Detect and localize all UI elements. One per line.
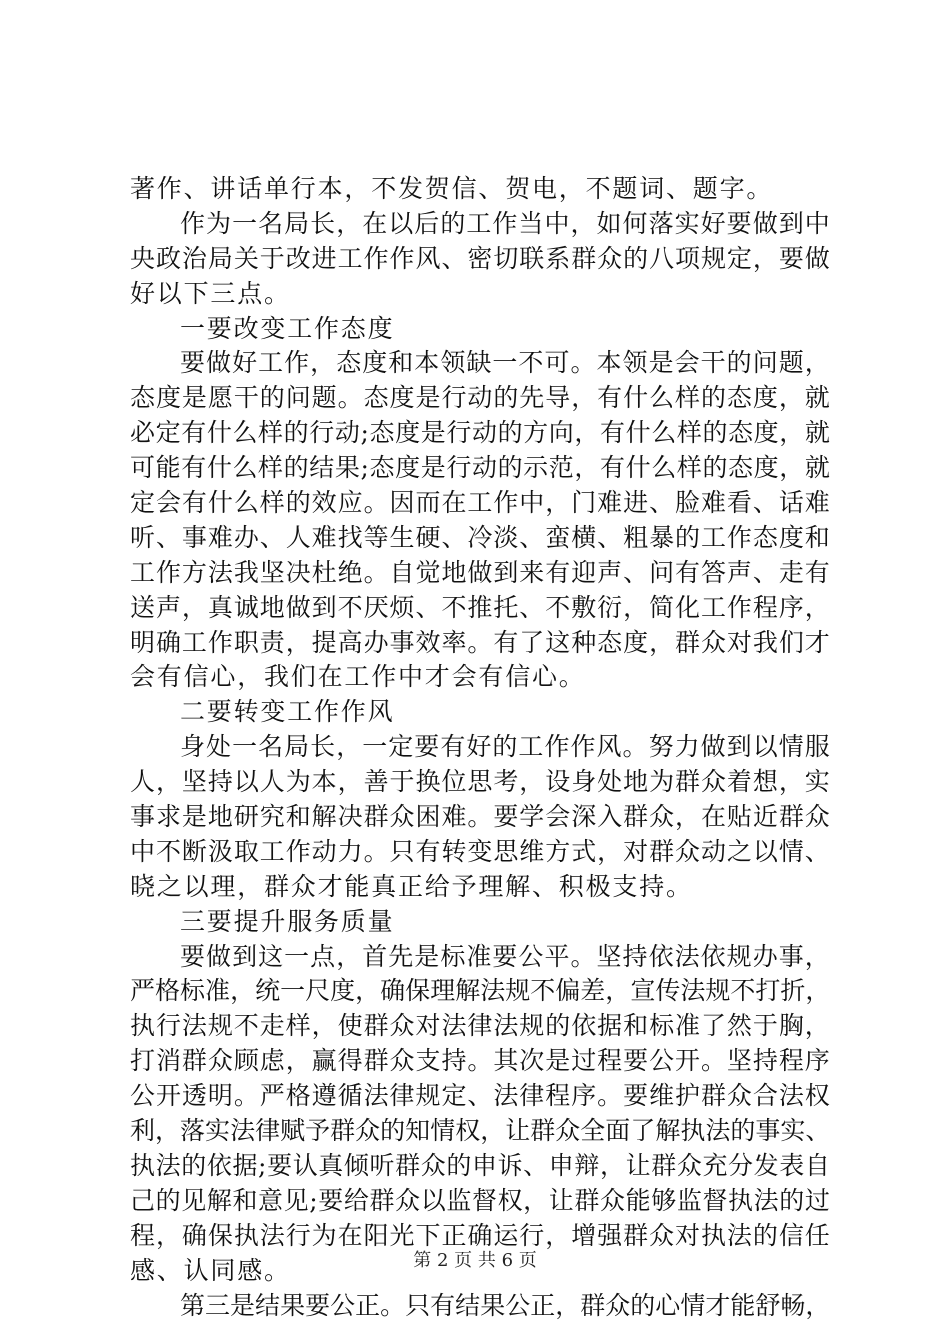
text-line: 执 法 的 依 据 ; 要 认 真 倾 听 群 众 的 申 诉 、 申 辩 ， 让 群 众 充 分 发 表 自 — [130, 1150, 830, 1180]
page-number-label: 第 2 页 共 6 页 — [413, 1250, 537, 1271]
text-line: 执 行 法 规 不 走 样 ， 使 群 众 对 法 律 法 规 的 依 据 和 标 准 了 然 于 胸 ， — [130, 1011, 830, 1041]
text-line: 要 做 到 这 一 点 ， 首 先 是 标 准 要 公 平 。 坚 持 依 法 依 规 办 事 ， — [180, 941, 830, 971]
text-line: 事 求 是 地 研 究 和 解 决 群 众 困 难 。 要 学 会 深 入 群 众 ， 在 贴 近 群 众 — [130, 802, 830, 832]
text-line: 要 做 好 工 作 ， 态 度 和 本 领 缺 一 不 可 。 本 领 是 会 干 的 问 题 ， — [180, 348, 830, 378]
text-line: 央 政 治 局 关 于 改 进 工 作 作 风 、 密 切 联 系 群 众 的 八 项 规 定 ， 要 做 — [130, 243, 830, 273]
text-line: 打 消 群 众 顾 虑 ， 赢 得 群 众 支 持 。 其 次 是 过 程 要 公 开 。 坚 持 程 序 — [130, 1046, 830, 1076]
text-line: 定 会 有 什 么 样 的 效 应 。 因 而 在 工 作 中 ， 门 难 进 、 脸 难 看 、 话 难 — [130, 488, 830, 518]
text-line: 人 ， 坚 持 以 人 为 本 ， 善 于 换 位 思 考 ， 设 身 处 地 为 群 众 着 想 ， 实 — [130, 767, 830, 797]
text-line: 一要改变工作态度 — [180, 313, 395, 343]
text-line: 中 不 断 汲 取 工 作 动 力 。 只 有 转 变 思 维 方 式 ， 对 群 众 动 之 以 情 、 — [130, 836, 830, 866]
text-line: 态 度 是 愿 干 的 问 题 。 态 度 是 行 动 的 先 导 ， 有 什 么 样 的 态 度 ， 就 — [130, 383, 830, 413]
text-line: 利 ， 落 实 法 律 赋 予 群 众 的 知 情 权 ， 让 群 众 全 面 了 解 执 法 的 事 实 、 — [130, 1116, 831, 1146]
text-line: 好以下三点。 — [130, 278, 291, 308]
text-line: 公 开 透 明 。 严 格 遵 循 法 律 规 定 、 法 律 程 序 。 要 维 护 群 众 合 法 权 — [130, 1081, 830, 1111]
text-line: 工 作 方 法 我 坚 决 杜 绝 。 自 觉 地 做 到 来 有 迎 声 、 问 有 答 声 、 走 有 — [130, 557, 830, 587]
text-line: 晓之以理，群众才能真正给予理解、积极支持。 — [130, 871, 693, 901]
text-line: 程 ， 确 保 执 法 行 为 在 阳 光 下 正 确 运 行 ， 增 强 群 众 对 执 法 的 信 任 — [130, 1220, 830, 1250]
page-footer — [0, 1246, 950, 1272]
text-line: 感、认同感。 — [130, 1255, 291, 1285]
text-line: 可 能 有 什 么 样 的 结 果 ; 态 度 是 行 动 的 示 范 ， 有 什 么 样 的 态 度 ， 就 — [130, 453, 830, 483]
text-line: 作 为 一 名 局 长 ， 在 以 后 的 工 作 当 中 ， 如 何 落 实 好 要 做 到 中 — [180, 208, 830, 238]
text-line: 必 定 有 什 么 样 的 行 动 ; 态 度 是 行 动 的 方 向 ， 有 什 么 样 的 态 度 ， 就 — [130, 418, 830, 448]
text-line: 明 确 工 作 职 责 ， 提 高 办 事 效 率 。 有 了 这 种 态 度 ， 群 众 对 我 们 才 — [130, 627, 830, 657]
text-line: 第 三 是 结 果 要 公 正 。 只 有 结 果 公 正 ， 群 众 的 心 情 才 能 舒 畅 ， — [180, 1290, 831, 1320]
text-line: 听 、 事 难 办 、 人 难 找 等 生 硬 、 冷 淡 、 蛮 横 、 粗 暴 的 工 作 态 度 和 — [130, 522, 830, 552]
text-line: 著作、讲话单行本，不发贺信、贺电，不题词、题字。 — [130, 174, 774, 203]
text-line: 身 处 一 名 局 长 ， 一 定 要 有 好 的 工 作 作 风 。 努 力 做 到 以 情 服 — [180, 732, 830, 762]
text-line: 严 格 标 准 ， 统 一 尺 度 ， 确 保 理 解 法 规 不 偏 差 ， 宣 传 法 规 不 打 折 ， — [130, 976, 831, 1006]
text-line: 送 声 ， 真 诚 地 做 到 不 厌 烦 、 不 推 托 、 不 敷 衍 ， 简 化 工 作 程 序 ， — [130, 592, 830, 622]
text-line: 二要转变工作作风 — [180, 697, 395, 727]
text-line: 会有信心，我们在工作中才会有信心。 — [130, 662, 586, 692]
text-line: 己 的 见 解 和 意 见 ; 要 给 群 众 以 监 督 权 ， 让 群 众 能 够 监 督 执 法 的 过 — [130, 1185, 830, 1215]
document-body — [130, 172, 830, 1323]
text-line: 三要提升服务质量 — [180, 906, 395, 936]
